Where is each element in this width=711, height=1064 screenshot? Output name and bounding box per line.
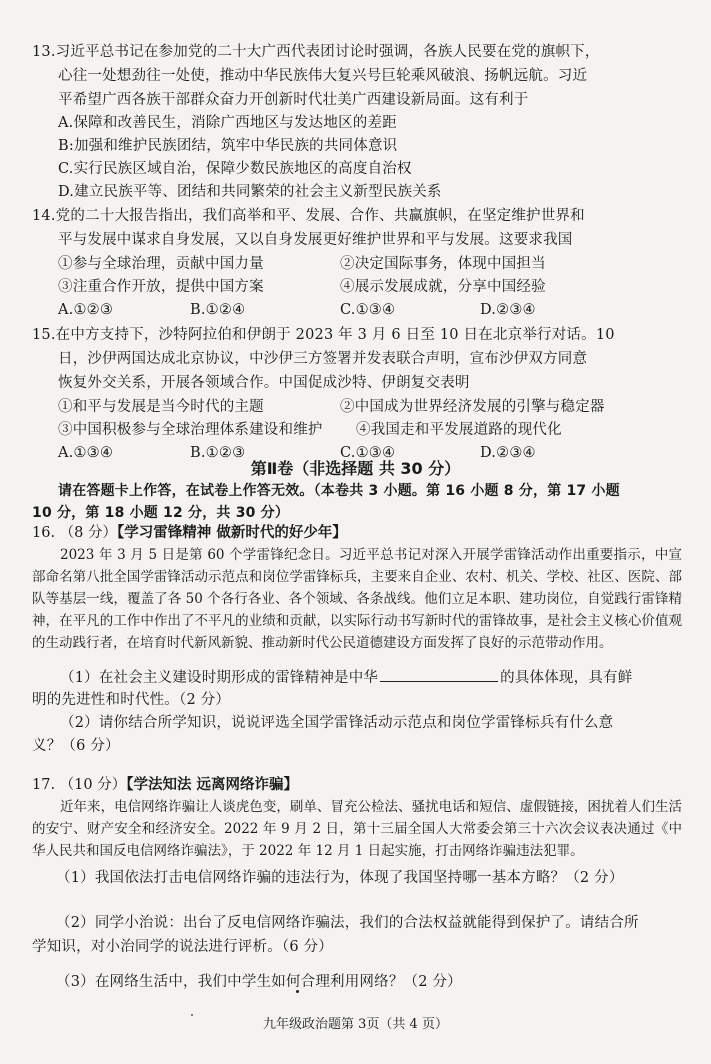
q15-option-d: D.②③④ — [480, 445, 536, 461]
q16-sub1-line1: （1）在社会主义建设时期形成的雷锋精神是中华 的具体体现，具有鲜 — [60, 667, 632, 688]
q15-statement-3: ③中国积极参与全球治理体系建设和维护 — [58, 422, 323, 438]
print-speck — [296, 990, 299, 993]
page-footer: 九年级政治题第 3页（共 4 页） — [263, 1017, 448, 1032]
q17-number: 17. （10 分） — [32, 777, 127, 793]
q15-option-c: C.①③④ — [340, 445, 396, 461]
q14-option-a: A.①②③ — [58, 302, 114, 318]
q14-statement-2: ②决定国际事务，体现中国担当 — [340, 256, 546, 272]
q15-stem-line1: 15.在中方支持下，沙特阿拉伯和伊朗于 2023 年 3 月 6 日至 10 日在北京举行对话。10 — [32, 327, 615, 343]
q16-sub1-line2: 明的先进性和时代性。（2 分） — [32, 692, 231, 708]
q14-statement-4: ④展示发展成就，分享中国经验 — [340, 279, 546, 295]
q15-stem-line3: 恢复外交关系，开展各领域合作。中国促成沙特、伊朗复交表明 — [58, 375, 470, 391]
q17-heading — [32, 775, 298, 795]
q16-number: 16. （8 分） — [32, 525, 118, 541]
q13-stem-line2: 心往一处想劲往一处使，推动中华民族伟大复兴号巨轮乘风破浪、扬帆远航。习近 — [58, 68, 588, 84]
q17-topic: 【学法知法 远离网络诈骗】 — [126, 777, 299, 793]
q13-option-b: B:加强和维护民族团结，筑牢中华民族的共同体意识 — [58, 138, 398, 154]
q16-sub2-line2: 义？（6 分） — [32, 738, 120, 754]
q13-option-c: C.实行民族区域自治，保障少数民族地区的高度自治权 — [58, 161, 412, 177]
section-instruction-line2: 10 分，第 18 小题 12 分，共 30 分） — [32, 505, 290, 521]
q14-stem-line1: 14.党的二十大报告指出，我们高举和平、发展、合作、共赢旗帜，在坚定维护世界和 — [32, 208, 585, 224]
q14-option-d: D.②③④ — [480, 302, 536, 318]
q15-option-a: A.①③④ — [58, 445, 114, 461]
section-instruction-line1: 请在答题卡上作答，在试卷上作答无效。（本卷共 3 小题。第 16 小题 8 分，第 17 小题 — [58, 483, 620, 499]
q16-sub2-line1: （2）请你结合所学知识，说说评选全国学雷锋活动示范点和岗位学雷锋标兵有什么意 — [60, 715, 614, 731]
q13-option-d: D.建立民族平等、团结和共同繁荣的社会主义新型民族关系 — [58, 184, 442, 200]
q16-answer-blank[interactable] — [380, 667, 498, 682]
q15-statement-4: ④我国走和平发展道路的现代化 — [356, 422, 562, 438]
q13-option-a: A.保障和改善民生，消除广西地区与发达地区的差距 — [58, 115, 397, 131]
q17-passage: 近年来，电信网络诈骗让人谈虎色变，刷单、冒充公检法、骚扰电话和短信、虚假链接，困扰着人们生活的安宁、财产安全和经济安全。2022 年 9 月 2 日，第十三届全国人大常委会第三十六次会议表决通过《中华人民共和国反电信网络诈骗法》，于 2022 年 12 月 1 日起实施，打击网络诈骗违法犯罪。 — [32, 799, 682, 859]
q14-option-b: B.①②④ — [190, 302, 246, 318]
q15-statement-1: ①和平与发展是当今时代的主题 — [58, 399, 264, 415]
q14-statement-1: ①参与全球治理，贡献中国力量 — [58, 256, 264, 272]
q15-stem-line2: 日，沙伊两国达成北京协议，中沙伊三方签署并发表联合声明，宣布沙伊双方同意 — [58, 351, 588, 367]
q16-topic: 【学习雷锋精神 做新时代的好少年】 — [117, 525, 347, 541]
q14-statement-3: ③注重合作开放，提供中国方案 — [58, 279, 264, 295]
q13-stem-line3: 平希望广西各族干部群众奋力开创新时代壮美广西建设新局面。这有利于 — [58, 92, 529, 108]
q16-heading — [32, 523, 347, 543]
q14-option-c: C.①③④ — [340, 302, 396, 318]
q17-sub2-line1: （2）同学小治说：出台了反电信网络诈骗法，我们的合法权益就能得到保护了。请结合所 — [56, 915, 639, 931]
q17-sub2-line2: 学知识，对小治同学的说法进行评析。（6 分） — [32, 939, 333, 955]
q13-stem-line1: 13.习近平总书记在参加党的二十大广西代表团讨论时强调，各族人民要在党的旗帜下， — [32, 44, 600, 60]
q17-sub1: （1）我国依法打击电信网络诈骗的违法行为，体现了我国坚持哪一基本方略？（2 分） — [56, 870, 624, 886]
q17-sub3: （3）在网络生活中，我们中学生如何合理利用网络？（2 分） — [56, 974, 462, 990]
q15-statement-2: ②中国成为世界经济发展的引擎与稳定器 — [340, 399, 605, 415]
section-title: 第Ⅱ卷（非选择题 共 30 分） — [250, 459, 461, 478]
q16-passage: 2023 年 3 月 5 日是第 60 个学雷锋纪念日。习近平总书记对深入开展学雷锋活动作出重要指示，中宣部命名第八批全国学雷锋活动示范点和岗位学雷锋标兵，主要来自企业、农村、机关、学校、社区、医院、部队等基层一线，覆盖了各 50 个各行各业、各个领域、各条战线。他们立足本职、建功岗位，自觉践行雷锋精神，在平凡的工作中作出了不平凡的业绩和贡献，以实际行动书写新时代的雷锋故事，是社会主义核心价值观的生动践行者，在培育时代新风新貌、推动新时代公民道德建设方面发挥了良好的示范带动作用。 — [32, 547, 682, 651]
q15-option-b: B.①②③ — [190, 445, 246, 461]
q14-stem-line2: 平与发展中谋求自身发展，又以自身发展更好维护世界和平与发展。这要求我国 — [58, 232, 573, 248]
